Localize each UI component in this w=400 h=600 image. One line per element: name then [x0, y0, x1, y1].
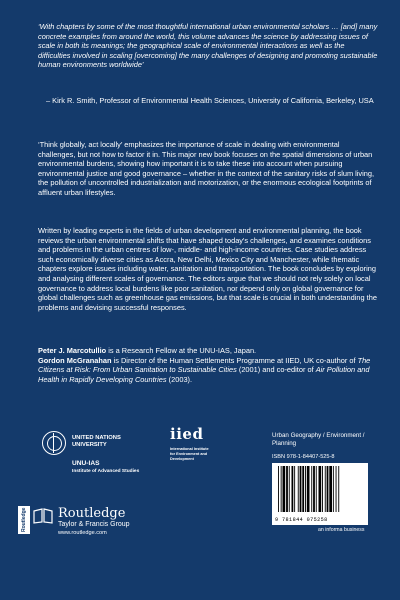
author-desc-2a: is Director of the Human Settlements Programme at IIED, UK co-author of [111, 355, 358, 365]
author-name-2: Gordon McGranahan [38, 355, 112, 365]
iied-logo [170, 425, 230, 495]
endorsement-quote: ‘With chapters by some of the most thoughtful international urban environmental scholars … [and] many concrete examples from around the world, this volume advances the science by addressing issues of scale in both its meanings; the geographical scale of environmental interactions as well as the difficulties involved in scaling [overcoming] the many challenges of designing and promoting sustainable human environments worldwide’ [38, 22, 378, 70]
author-desc-1: is a Research Fellow at the UNU-IAS, Japan. [106, 346, 257, 355]
author-desc-2b: (2001) and co-editor of [236, 365, 316, 375]
author-desc-2c: (2003). [166, 374, 193, 384]
quote-attribution: – Kirk R. Smith, Professor of Environmental Health Sciences, University of California, Berkeley, USA [46, 96, 374, 105]
un-university-name: UNITED NATIONS UNIVERSITY [72, 435, 121, 448]
iied-fullname: International Institute for Environment and Development [170, 447, 209, 461]
unu-ias-subtitle: Institute of Advanced Studies [72, 469, 140, 474]
author-bios [38, 346, 378, 384]
un-emblem-icon [42, 431, 66, 455]
isbn-barcode [272, 463, 368, 525]
routledge-url: www.routledge.com [58, 530, 107, 536]
blurb-paragraph-2: Written by leading experts in the fields of urban development and environmental planning, the book reviews the urban environmental shifts that have shaped today's challenges, and examines conditions and problems in the urban centres of low-, middle- and high-income countries. Case studies address such economically diverse cities as Accra, New Delhi, Mexico City and Manchester, while thematic chapters explore issues including water, sanitation and transportation. The book concludes by exploring and analysing different scales of governance. The editors argue that we should not rely solely on local governance to address local burdens like poor sanitation, nor depend only on global governance for global challenges such as greenhouse gas emissions, but that scale is crucial in both understanding the problems and devising successful responses. [38, 226, 377, 312]
routledge-spine-mark: Routledge [18, 506, 30, 534]
routledge-book-icon [33, 508, 53, 524]
blurb-paragraph-1: ‘Think globally, act locally’ emphasizes the importance of scale in dealing with environmental challenges, but not how to factor it in. This major new book focuses on the spatial dimensions of urban environmental burdens, showing how important it is to take these into account when pursuing environmental justice and good governance – whether in the context of the sanitary risks of slum living, the pollution of uncontrolled industrialization and motorization, or the enormous ecological footprints of affluent urban lifestyles. [38, 140, 375, 197]
barcode-bars [276, 466, 364, 514]
routledge-logo [18, 502, 188, 542]
subject-category: Urban Geography / Environment / Planning [272, 432, 365, 447]
author-name-1: Peter J. Marcotullio [38, 346, 107, 355]
routledge-name: Routledge [58, 506, 126, 521]
book-title-2: Air Pollution and Health in Rapidly Developing Countries [38, 365, 370, 384]
informa-tagline: an informa business [318, 527, 365, 533]
book-title-1: The Citizens at Risk: From Urban Sanitation to Sustainable Cities [38, 355, 371, 375]
barcode-digits: 9 781844 075258 [275, 517, 328, 523]
unu-ias-label: UNU-IAS [72, 460, 100, 467]
routledge-group: Taylor & Francis Group [58, 521, 130, 528]
isbn: ISBN 978-1-84407-525-8 [272, 454, 335, 460]
unu-logo [42, 431, 142, 481]
iied-wordmark: iied [170, 425, 204, 443]
